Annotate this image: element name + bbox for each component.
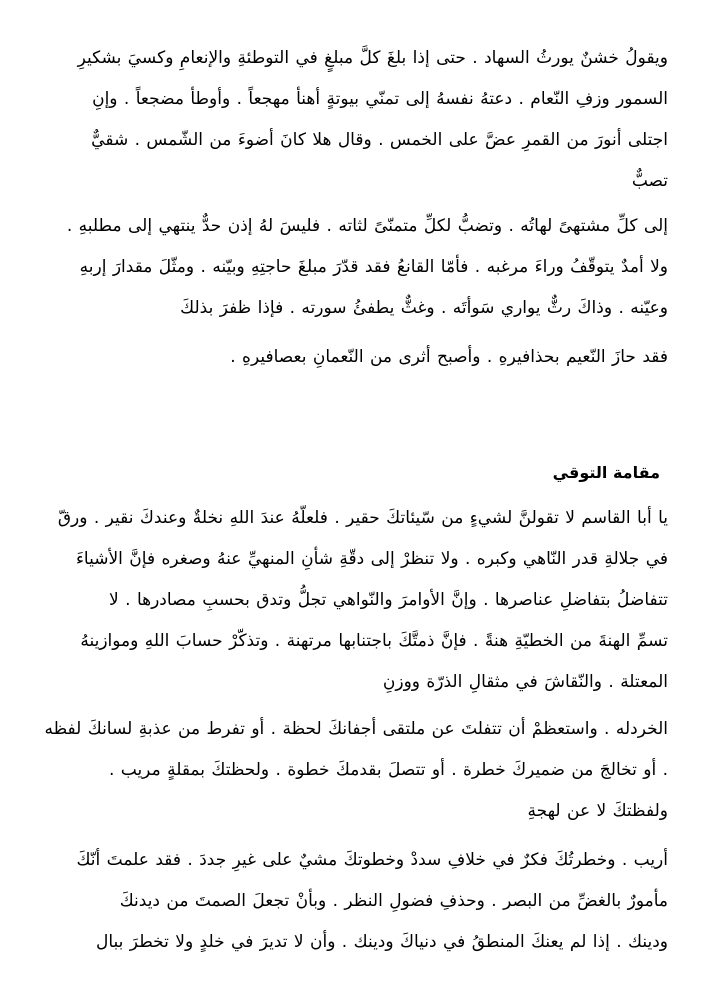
text-line: ولا أمدٌ يتوقّفُ وراءَ مرغبه . فأمّا القانعُ فقد قدّرَ مبلغَ حاجتِهِ وبيّنه . ومثّلَ مقدارَ إربهِ (79, 257, 668, 277)
paragraph-2 (44, 206, 668, 329)
text-line: إلى كلِّ مشتهىً لهاتُه . وتضبُّ لكلِّ متمنّىً لثاته . فليسَ لهُ إذن حدٌّ ينتهي إلى مطلبهِ . (66, 216, 668, 236)
text-line: وعيّنه . وذاكَ رثٌّ يواري سَوأتَه . وغثٌّ يطفئُ سورته . فإذا ظفرَ بذلكَ (180, 298, 668, 318)
paragraph-5 (44, 709, 668, 832)
paragraph-6 (44, 840, 668, 963)
text-line: فقد حازَ النّعيم بحذافيرهِ . وأصبح أثرى من النّعمانِ بعصافيرهِ . (230, 347, 668, 367)
text-line: السمور وزفِ النّعام . دعتهُ نفسهُ إلى تمنّي بيوتةٍ أهنأ مهجعاً . وأوطأ مضجعاً . وإنِ (92, 89, 668, 109)
text-line: المعتلة . والنّقاشَ في مثقالِ الذرّة ووزنِ (382, 672, 668, 692)
text-line: الخردله . واستعظمْ أن تتفلتَ عن ملتقى أجفانكَ لحظة . أو تفرط من عذبةِ لسانكَ لفظه (44, 719, 668, 739)
paragraph-4 (44, 498, 668, 703)
text-line: أريب . وخطرتُكَ فكرٌ في خلافِ سددْ وخطوتكَ مشيٌ على غيرِ جددَ . فقد علمتَ أنّكَ (76, 850, 668, 870)
text-line: تتفاضلُ بتفاضلِ عناصرها . وإنَّ الأوامرَ والنّواهي تجلُّ وتدق بحسبِ مصادرها . لا (109, 590, 668, 610)
text-line: يا أبا القاسم لا تقولنَّ لشيءٍ من سّيئاتكَ حقير . فلعلّهُ عندَ اللهِ نخلةٌ وعندكَ نقير . ورقّ (57, 508, 668, 528)
text-line: اجتلى أنورَ من القمرِ عضَّ على الخمس . وقال هلا كانَ أضوءَ من الشّمس . شقيٌّ (91, 130, 668, 150)
text-line: . أو تخالجَ من ضميركَ خطرة . أو تتصلَ بقدمكَ خطوة . ولحظتكَ بمقلةٍ مريب . (108, 760, 668, 780)
section-heading: مقامة التوقي (552, 463, 660, 482)
text-line: في جلالةِ قدر النّاهي وكبره . ولا تنظرْ إلى دقّةِ شأنِ المنهيِّ عنهُ وصغره فإنَّ الأشياءَ (75, 549, 668, 569)
text-line: تسمِّ الهنةَ من الخطيّةِ هنةً . فإنَّ ذمتَّكَ باجتنابها مرتهنة . وتذكّرْ حسابَ اللهِ وموازينهُ (80, 631, 668, 651)
text-line: ويقولُ خشنٌ يورثُ السهاد . حتى إذا بلغَ كلَّ مبلغٍ في التوطئةِ والإنعامِ وكسيَ بشكيرِ (77, 48, 668, 68)
paragraph-1 (44, 38, 668, 202)
text-line: تصبٌّ (631, 171, 668, 191)
text-line: مأمورٌ بالغضِّ من البصر . وحذفِ فضولِ النظر . وبأنْ تجعلَ الصمتَ من ديدنكَ (119, 891, 668, 911)
text-line: ودينك . إذا لم يعنكَ المنطقُ في دنياكَ ودينك . وأن لا تديرَ في خلدٍ ولا تخطرَ ببال (96, 932, 668, 952)
text-line: ولفظتكَ لا عن لهجةِ (527, 801, 668, 821)
paragraph-3 (44, 337, 668, 378)
